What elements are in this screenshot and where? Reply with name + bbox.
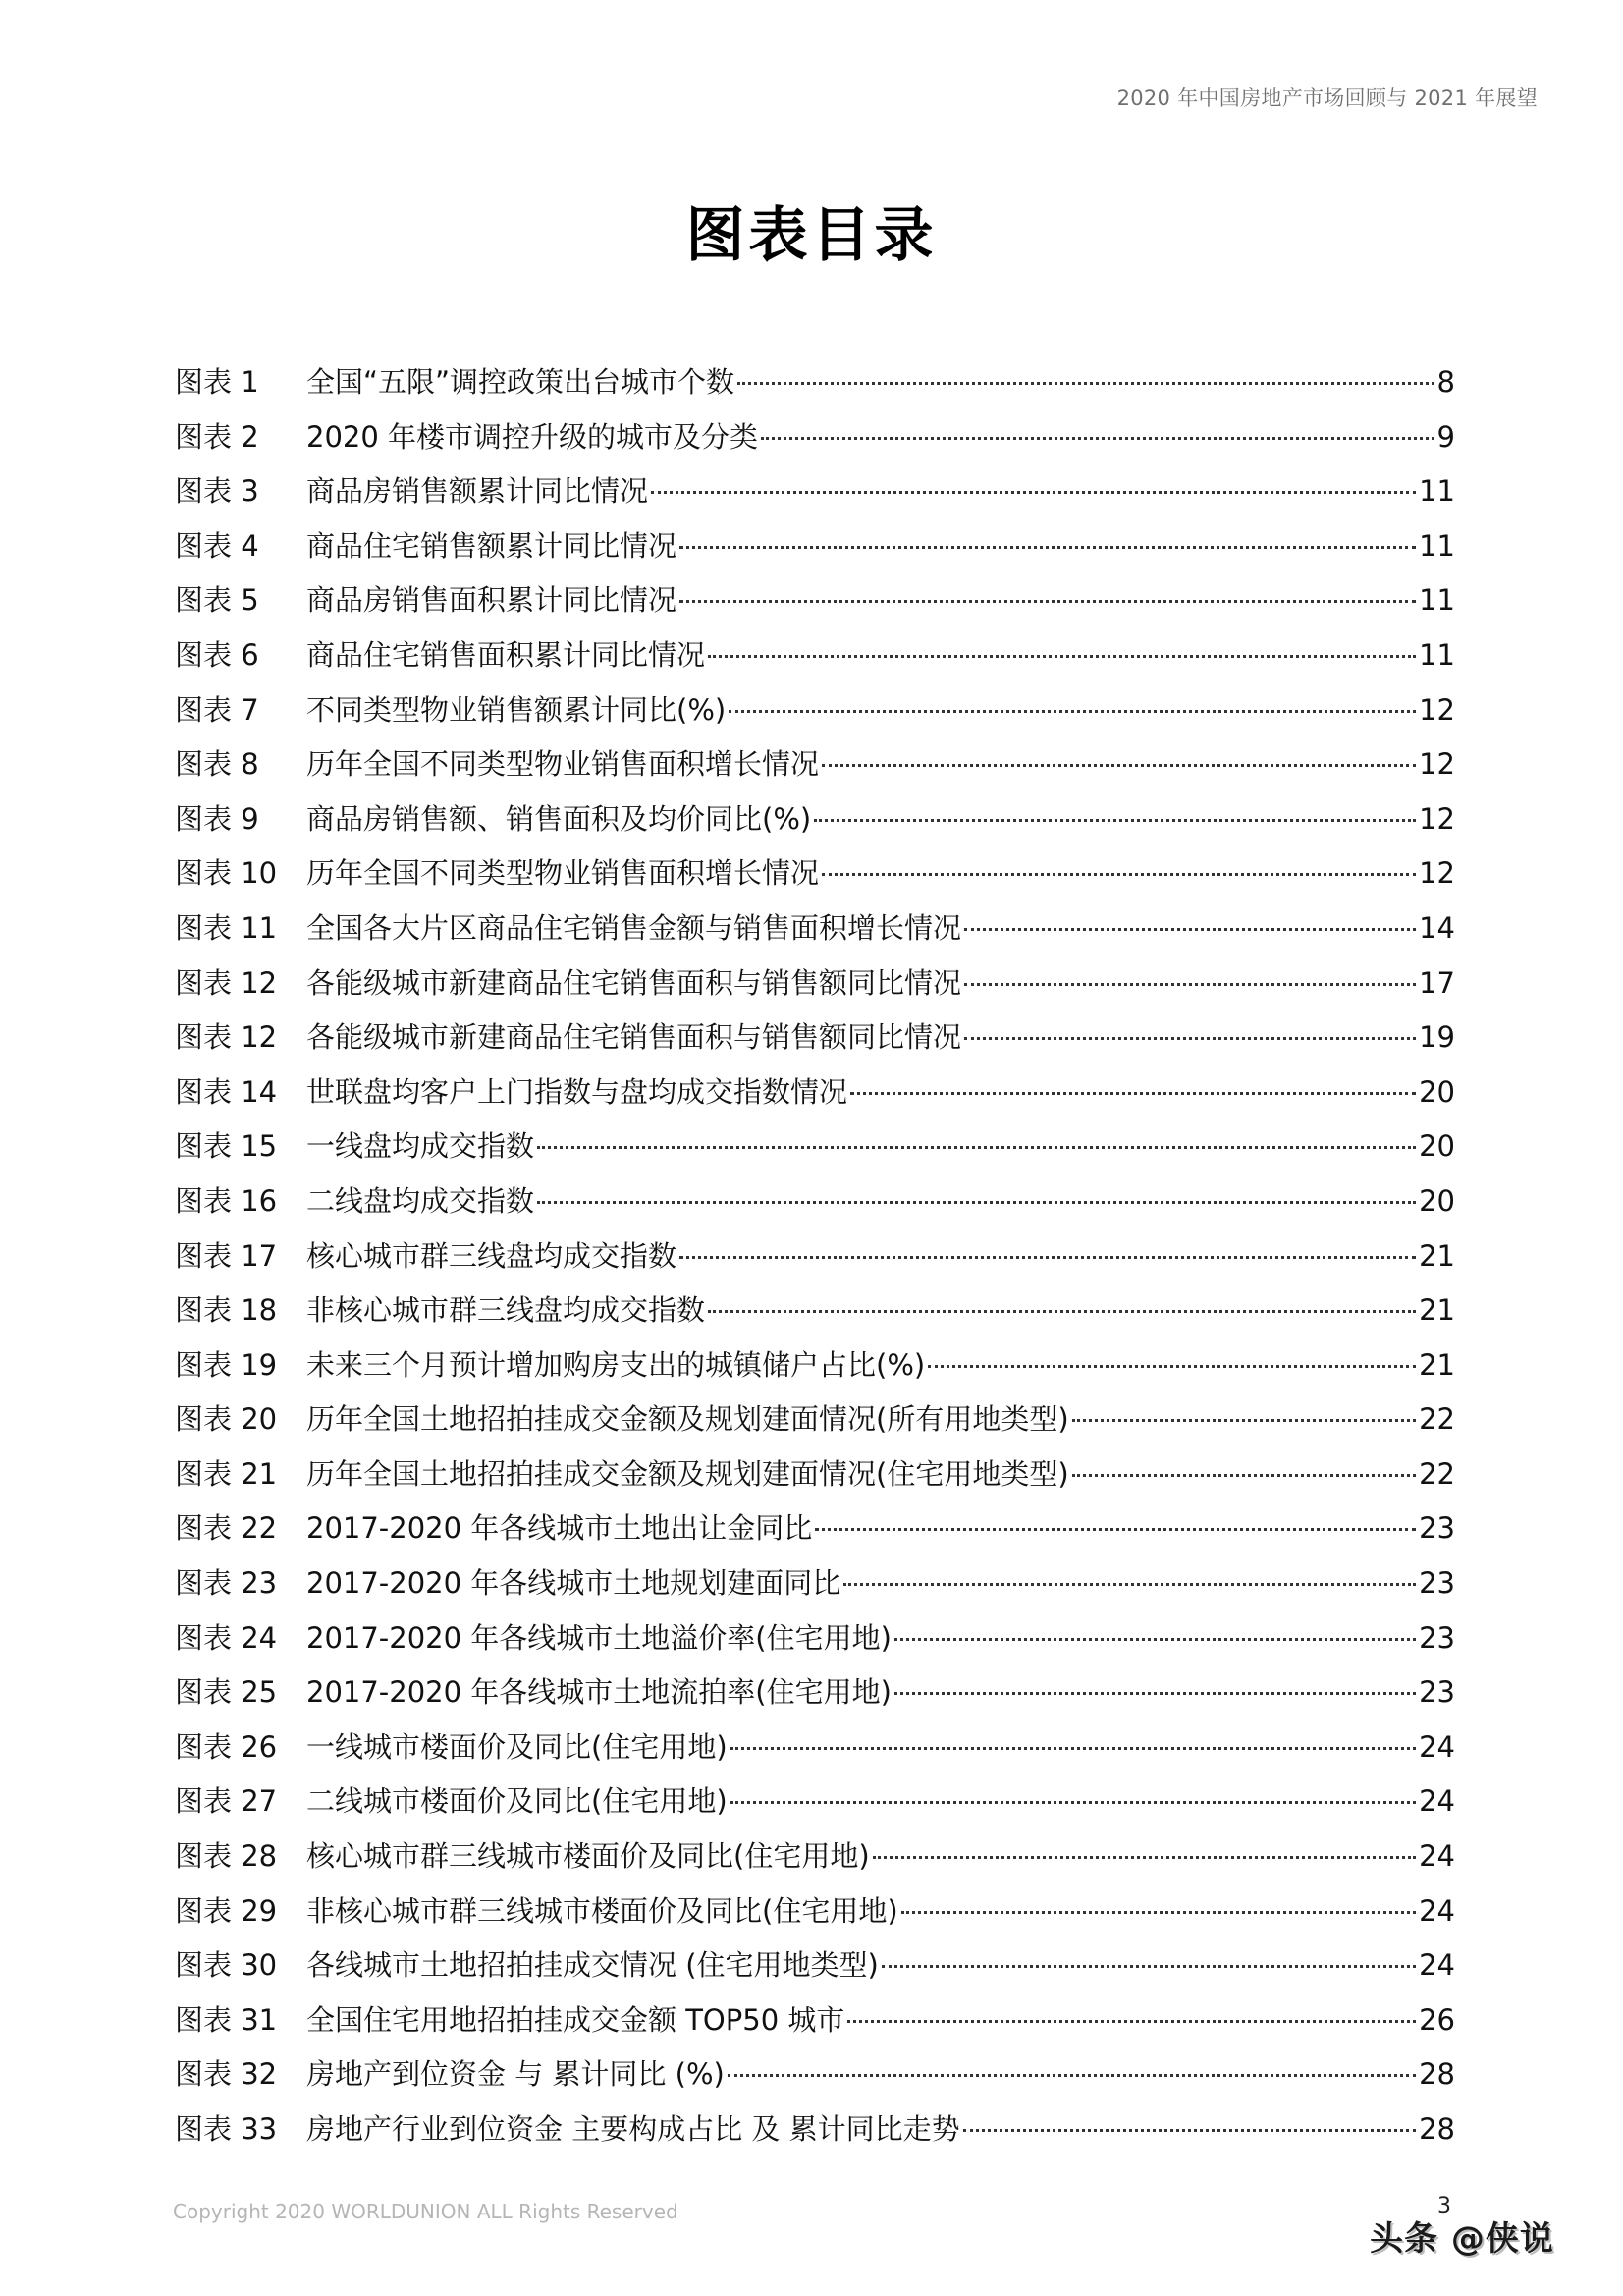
dot-leader	[822, 873, 1416, 876]
toc-entry-title: 2017-2020 年各线城市土地流拍率(住宅用地)	[306, 1675, 892, 1710]
toc-entry[interactable]	[175, 362, 1455, 417]
copyright-notice: Copyright 2020 WORLDUNION ALL Rights Reserved	[173, 2200, 678, 2223]
dot-leader	[894, 1692, 1416, 1695]
toc-entry-label: 图表 6	[175, 637, 259, 672]
toc-entry-label: 图表 18	[175, 1293, 278, 1328]
dot-leader	[964, 983, 1416, 986]
toc-entry-label: 图表 24	[175, 1620, 278, 1655]
toc-entry-label: 图表 10	[175, 856, 278, 891]
dot-leader	[728, 2074, 1416, 2077]
toc-entry-label: 图表 17	[175, 1238, 278, 1273]
toc-entry-title: 历年全国土地招拍挂成交金额及规划建面情况(所有用地类型)	[306, 1402, 1069, 1437]
toc-entry-title: 2017-2020 年各线城市土地规划建面同比	[306, 1566, 841, 1601]
toc-entry-page: 23	[1419, 1675, 1455, 1710]
toc-entry-title: 商品房销售额、销售面积及均价同比(%)	[306, 801, 812, 836]
toc-entry[interactable]	[175, 1727, 1455, 1782]
toc-entry-label: 图表 30	[175, 1948, 278, 1983]
toc-entry-page: 20	[1419, 1129, 1455, 1164]
toc-entry-title: 全国各大片区商品住宅销售金额与销售面积增长情况	[306, 910, 962, 945]
dot-leader	[537, 1201, 1416, 1204]
toc-entry-label: 图表 28	[175, 1839, 278, 1874]
toc-entry-label: 图表 19	[175, 1347, 278, 1382]
toc-entry[interactable]	[175, 963, 1455, 1018]
dot-leader	[964, 1037, 1416, 1040]
toc-entry-page: 21	[1419, 1347, 1455, 1382]
toc-entry-label: 图表 5	[175, 583, 259, 618]
toc-entry-label: 图表 22	[175, 1511, 278, 1546]
toc-entry-title: 二线城市楼面价及同比(住宅用地)	[306, 1784, 728, 1819]
dot-leader	[815, 1528, 1416, 1531]
toc-entry-label: 图表 16	[175, 1183, 278, 1218]
dot-leader	[708, 655, 1416, 658]
toc-entry-label: 图表 2	[175, 419, 259, 454]
page-title: 图表目录	[685, 201, 938, 270]
toc-entry-title: 非核心城市群三线盘均成交指数	[306, 1293, 706, 1328]
dot-leader	[679, 600, 1416, 603]
toc-entry-label: 图表 7	[175, 692, 259, 727]
toc-entry-label: 图表 25	[175, 1675, 278, 1710]
toc-entry-page: 8	[1436, 365, 1455, 399]
dot-leader	[964, 928, 1416, 931]
dot-leader	[894, 1638, 1416, 1641]
toc-entry-title: 全国“五限”调控政策出台城市个数	[306, 365, 735, 399]
toc-entry-page: 12	[1419, 747, 1455, 782]
toc-entry[interactable]	[175, 1891, 1455, 1946]
toc-entry-page: 12	[1419, 692, 1455, 727]
toc-entry[interactable]	[175, 1345, 1455, 1400]
toc-entry[interactable]	[175, 690, 1455, 745]
toc-entry-title: 非核心城市群三线城市楼面价及同比(住宅用地)	[306, 1893, 898, 1928]
toc-entry-title: 各线城市土地招拍挂成交情况 (住宅用地类型)	[306, 1948, 879, 1983]
toc-entry-label: 图表 27	[175, 1784, 278, 1819]
toc-entry-title: 2017-2020 年各线城市土地溢价率(住宅用地)	[306, 1620, 892, 1655]
toc-entry[interactable]	[175, 2109, 1455, 2164]
toc-entry-page: 21	[1419, 1293, 1455, 1328]
toc-entry-page: 24	[1419, 1729, 1455, 1764]
dot-leader	[901, 1911, 1416, 1914]
toc-entry-title: 历年全国不同类型物业销售面积增长情况	[306, 856, 820, 891]
toc-entry[interactable]	[175, 1836, 1455, 1891]
dot-leader	[1072, 1474, 1416, 1477]
page-number: 3	[1437, 2194, 1451, 2218]
toc-entry-page: 24	[1419, 1948, 1455, 1983]
toc-entry[interactable]	[175, 1399, 1455, 1454]
toc-entry-label: 图表 32	[175, 2057, 278, 2092]
toc-entry[interactable]	[175, 471, 1455, 526]
toc-entry-page: 23	[1419, 1620, 1455, 1655]
toc-entry-title: 全国住宅用地招拍挂成交金额 TOP50 城市	[306, 2002, 845, 2037]
toc-entry-title: 核心城市群三线城市楼面价及同比(住宅用地)	[306, 1839, 870, 1874]
dot-leader	[651, 491, 1416, 494]
dot-leader	[1072, 1419, 1416, 1422]
dot-leader	[708, 1310, 1416, 1313]
toc-entry-label: 图表 31	[175, 2002, 278, 2037]
dot-leader	[729, 710, 1416, 713]
toc-entry[interactable]	[175, 1236, 1455, 1291]
toc-entry[interactable]	[175, 1126, 1455, 1181]
toc-entry-page: 24	[1419, 1784, 1455, 1819]
dot-leader	[730, 1801, 1416, 1804]
toc-entry-page: 22	[1419, 1402, 1455, 1437]
toc-entry-title: 商品住宅销售面积累计同比情况	[306, 637, 706, 672]
toc-entry[interactable]	[175, 1945, 1455, 2000]
toc-entry-label: 图表 26	[175, 1729, 278, 1764]
toc-entry[interactable]	[175, 744, 1455, 799]
toc-entry-page: 24	[1419, 1893, 1455, 1928]
toc-entry-label: 图表 29	[175, 1893, 278, 1928]
toc-entry-title: 各能级城市新建商品住宅销售面积与销售额同比情况	[306, 965, 962, 1000]
toc-entry[interactable]	[175, 417, 1455, 472]
toc-entry[interactable]	[175, 1508, 1455, 1563]
toc-entry-title: 二线盘均成交指数	[306, 1183, 535, 1218]
toc-entry-page: 9	[1436, 419, 1455, 454]
toc-entry-title: 2017-2020 年各线城市土地出让金同比	[306, 1511, 813, 1546]
toc-entry[interactable]	[175, 1454, 1455, 1509]
toc-entry-title: 商品房销售额累计同比情况	[306, 474, 649, 509]
toc-entry-title: 商品住宅销售额累计同比情况	[306, 528, 677, 563]
toc-entry-title: 房地产行业到位资金 主要构成占比 及 累计同比走势	[306, 2112, 960, 2146]
dot-leader	[873, 1856, 1416, 1859]
dot-leader	[882, 1965, 1416, 1968]
toc-entry-label: 图表 20	[175, 1402, 278, 1437]
toc-entry-title: 世联盘均客户上门指数与盘均成交指数情况	[306, 1074, 848, 1109]
toc-entry-label: 图表 15	[175, 1129, 278, 1164]
dot-leader	[928, 1365, 1416, 1368]
toc-entry-title: 历年全国不同类型物业销售面积增长情况	[306, 747, 820, 782]
toc-entry-page: 28	[1419, 2057, 1455, 2092]
dot-leader	[537, 1146, 1416, 1149]
toc-entry[interactable]	[175, 1563, 1455, 1618]
toc-entry-label: 图表 3	[175, 474, 259, 509]
dot-leader	[814, 819, 1416, 822]
toc-entry-label: 图表 11	[175, 910, 278, 945]
toc-entry-title: 2020 年楼市调控升级的城市及分类	[306, 419, 759, 454]
toc-entry-page: 12	[1419, 856, 1455, 891]
toc-entry-page: 20	[1419, 1074, 1455, 1109]
toc-entry[interactable]	[175, 1290, 1455, 1345]
dot-leader	[963, 2129, 1416, 2132]
watermark: 头条 @侠说	[1370, 2219, 1554, 2259]
toc-entry-title: 各能级城市新建商品住宅销售面积与销售额同比情况	[306, 1020, 962, 1055]
toc-entry[interactable]	[175, 1017, 1455, 1072]
toc-entry-label: 图表 12	[175, 1020, 278, 1055]
dot-leader	[850, 1092, 1416, 1095]
toc-entry[interactable]	[175, 635, 1455, 690]
toc-entry[interactable]	[175, 853, 1455, 908]
toc-entry[interactable]	[175, 2054, 1455, 2109]
toc-entry-page: 23	[1419, 1566, 1455, 1601]
toc-entry[interactable]	[175, 908, 1455, 963]
toc-entry-label: 图表 23	[175, 1566, 278, 1601]
dot-leader	[822, 764, 1416, 767]
toc-entry-label: 图表 9	[175, 801, 259, 836]
toc-entry-page: 11	[1419, 474, 1455, 509]
toc-entry[interactable]	[175, 580, 1455, 635]
toc-entry[interactable]	[175, 2000, 1455, 2055]
toc-entry[interactable]	[175, 1672, 1455, 1727]
toc-entry-page: 14	[1419, 910, 1455, 945]
toc-entry-label: 图表 1	[175, 365, 259, 399]
dot-leader	[847, 2020, 1416, 2023]
figure-toc-list	[175, 362, 1455, 2164]
toc-entry-page: 12	[1419, 801, 1455, 836]
toc-entry-page: 28	[1419, 2112, 1455, 2146]
toc-entry[interactable]	[175, 1181, 1455, 1236]
toc-entry-page: 17	[1419, 965, 1455, 1000]
dot-leader	[761, 437, 1434, 440]
toc-entry[interactable]	[175, 1072, 1455, 1127]
toc-entry-label: 图表 8	[175, 747, 259, 782]
toc-entry-title: 历年全国土地招拍挂成交金额及规划建面情况(住宅用地类型)	[306, 1456, 1069, 1491]
toc-entry-page: 11	[1419, 583, 1455, 618]
toc-entry-title: 房地产到位资金 与 累计同比 (%)	[306, 2057, 725, 2092]
toc-entry-page: 19	[1419, 1020, 1455, 1055]
dot-leader	[679, 1256, 1416, 1259]
toc-entry[interactable]	[175, 1781, 1455, 1836]
toc-entry-page: 20	[1419, 1183, 1455, 1218]
toc-entry-page: 24	[1419, 1839, 1455, 1874]
toc-entry-title: 核心城市群三线盘均成交指数	[306, 1238, 677, 1273]
toc-entry-label: 图表 33	[175, 2112, 278, 2146]
toc-entry-label: 图表 21	[175, 1456, 278, 1491]
toc-entry[interactable]	[175, 526, 1455, 581]
toc-entry[interactable]	[175, 1618, 1455, 1673]
toc-entry-page: 22	[1419, 1456, 1455, 1491]
dot-leader	[843, 1583, 1416, 1586]
toc-entry-page: 11	[1419, 528, 1455, 563]
toc-entry[interactable]	[175, 799, 1455, 854]
toc-entry-title: 未来三个月预计增加购房支出的城镇储户占比(%)	[306, 1347, 926, 1382]
toc-entry-page: 26	[1419, 2002, 1455, 2037]
running-header: 2020 年中国房地产市场回顾与 2021 年展望	[1116, 86, 1538, 110]
toc-entry-title: 一线盘均成交指数	[306, 1129, 535, 1164]
toc-entry-page: 11	[1419, 637, 1455, 672]
toc-entry-page: 23	[1419, 1511, 1455, 1546]
toc-entry-title: 一线城市楼面价及同比(住宅用地)	[306, 1729, 728, 1764]
toc-entry-label: 图表 12	[175, 965, 278, 1000]
dot-leader	[730, 1747, 1416, 1750]
dot-leader	[679, 546, 1416, 549]
toc-entry-label: 图表 14	[175, 1074, 278, 1109]
toc-entry-page: 21	[1419, 1238, 1455, 1273]
toc-entry-title: 商品房销售面积累计同比情况	[306, 583, 677, 618]
dot-leader	[737, 382, 1434, 385]
toc-entry-label: 图表 4	[175, 528, 259, 563]
toc-entry-title: 不同类型物业销售额累计同比(%)	[306, 692, 727, 727]
